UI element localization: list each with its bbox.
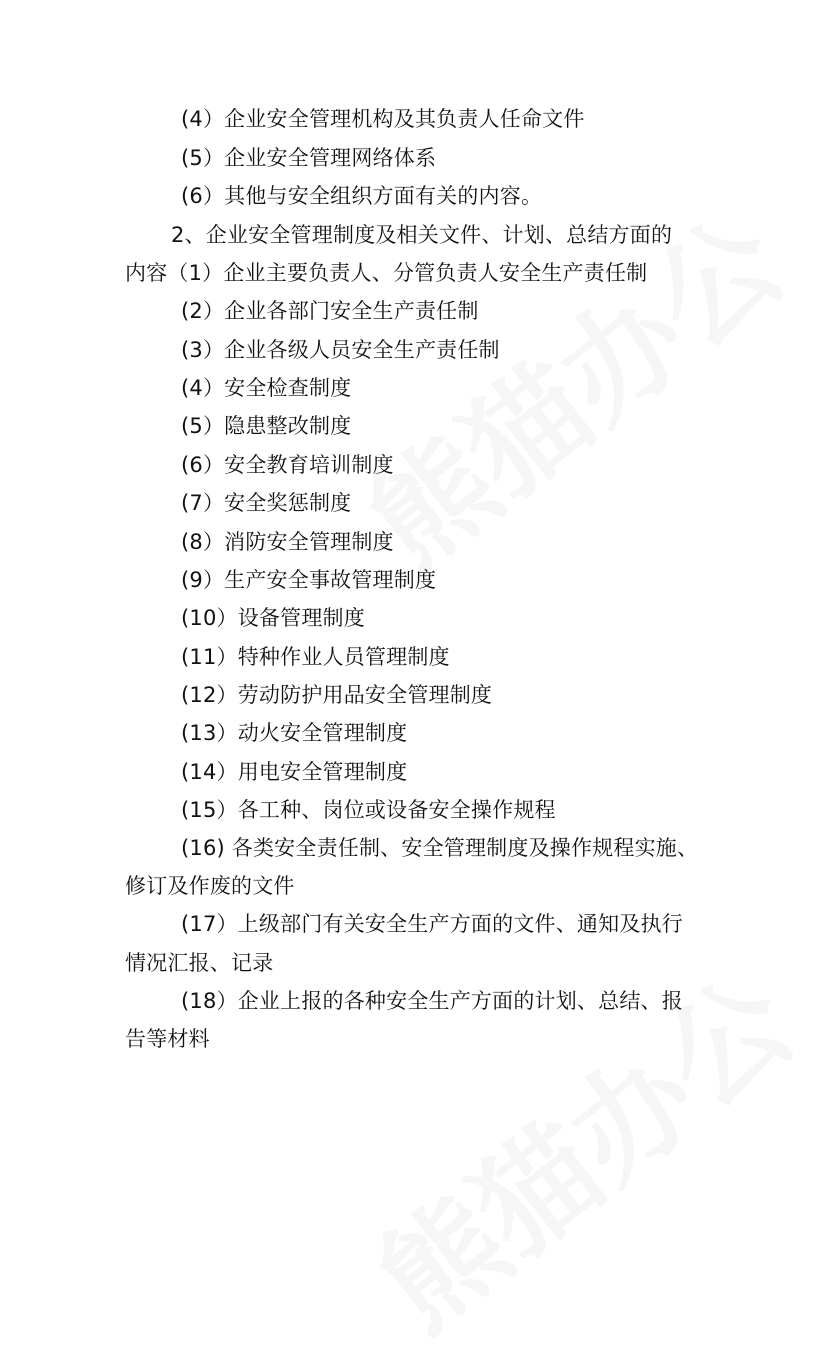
line-item: (17）上级部门有关安全生产方面的文件、通知及执行 [181,912,683,936]
line-item: (2）企业各部门安全生产责任制 [181,299,479,323]
line-item: (10）设备管理制度 [181,606,365,630]
line-item: (7）安全奖惩制度 [181,491,352,515]
line-item: (8）消防安全管理制度 [181,530,394,554]
line-item: 告等材料 [125,1027,210,1051]
line-item: (4）企业安全管理机构及其负责人任命文件 [181,107,585,131]
line-item: 情况汇报、记录 [125,951,274,975]
line-item: (9）生产安全事故管理制度 [181,568,437,592]
line-item: (6）其他与安全组织方面有关的内容。 [181,184,543,208]
line-item: (5）隐患整改制度 [181,414,352,438]
line-item: (12）劳动防护用品安全管理制度 [181,683,493,707]
line-item: (6）安全教育培训制度 [181,453,394,477]
line-item: (16) 各类安全责任制、安全管理制度及操作规程实施、 [181,836,699,860]
line-item: (4）安全检查制度 [181,376,352,400]
line-item: (5）企业安全管理网络体系 [181,146,437,170]
line-item: (13）动火安全管理制度 [181,721,408,745]
line-item: (3）企业各级人员安全生产责任制 [181,338,500,362]
line-item: 2、企业安全管理制度及相关文件、计划、总结方面的 [171,223,673,247]
line-item: (14）用电安全管理制度 [181,760,408,784]
line-item: (18）企业上报的各种安全生产方面的计划、总结、报 [181,989,683,1013]
line-item: (15）各工种、岗位或设备安全操作规程 [181,798,556,822]
line-item: 内容（1）企业主要负责人、分管负责人安全生产责任制 [125,261,648,285]
line-item: 修订及作废的文件 [125,874,295,898]
line-item: (11）特种作业人员管理制度 [181,645,450,669]
